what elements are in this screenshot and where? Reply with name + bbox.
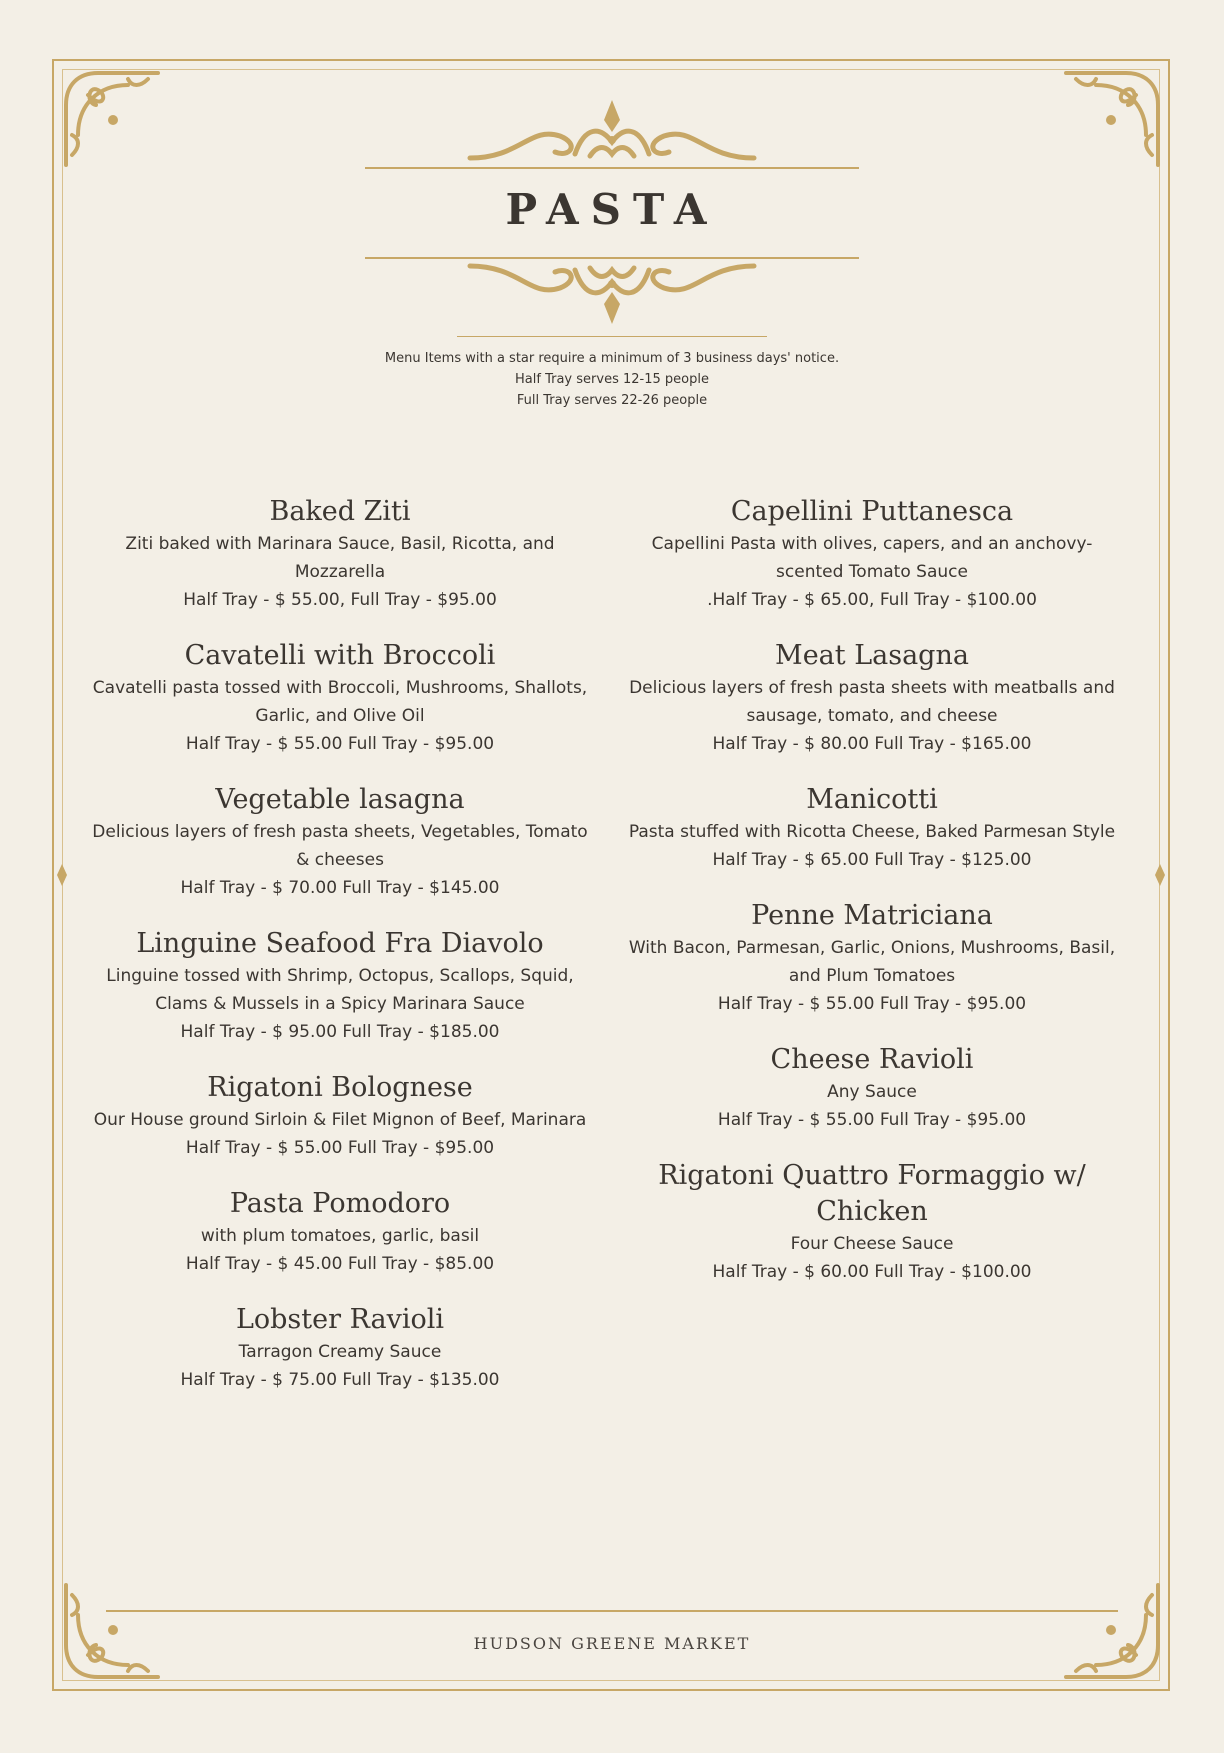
item-name: Capellini Puttanesca	[730, 496, 1014, 527]
menu-notes	[312, 348, 912, 411]
menu-item	[90, 926, 590, 1046]
item-description: Ziti baked with Marinara Sauce, Basil, Ricotta, and Mozzarella	[125, 534, 555, 582]
item-price: Half Tray - $ 75.00 Full Tray - $135.00	[180, 1370, 500, 1390]
item-price: Half Tray - $ 60.00 Full Tray - $100.00	[712, 1262, 1032, 1282]
menu-column-left	[90, 494, 590, 1418]
item-price: Half Tray - $ 55.00 Full Tray - $95.00	[717, 994, 1027, 1014]
item-name: Baked Ziti	[269, 496, 411, 527]
menu-item	[90, 494, 590, 614]
corner-ornament-icon	[58, 65, 168, 175]
side-diamond-icon	[57, 864, 67, 886]
flourish-ornament-icon	[460, 96, 764, 166]
item-name: Vegetable lasagna	[215, 784, 465, 815]
item-description: With Bacon, Parmesan, Garlic, Onions, Mushrooms, Basil, and Plum Tomatoes	[628, 938, 1116, 986]
item-description: Capellini Pasta with olives, capers, and an anchovy-scented Tomato Sauce	[651, 534, 1093, 582]
menu-item	[90, 782, 590, 902]
menu-item	[620, 638, 1124, 758]
flourish-ornament-icon	[460, 258, 764, 328]
item-name: Penne Matriciana	[751, 900, 993, 931]
title-rule-top	[365, 167, 859, 169]
note-line: Half Tray serves 12-15 people	[515, 372, 709, 387]
menu-item	[90, 1186, 590, 1278]
footer-rule	[106, 1610, 1118, 1612]
note-line: Full Tray serves 22-26 people	[516, 393, 708, 408]
item-description: Pasta stuffed with Ricotta Cheese, Baked Parmesan Style	[628, 822, 1116, 842]
menu-item	[620, 782, 1124, 874]
menu-item	[620, 1042, 1124, 1134]
item-description: Delicious layers of fresh pasta sheets with meatballs and sausage, tomato, and cheese	[629, 678, 1115, 726]
item-name: Cavatelli with Broccoli	[184, 640, 496, 671]
item-price: Half Tray - $ 95.00 Full Tray - $185.00	[180, 1022, 500, 1042]
notes-divider	[457, 336, 767, 337]
menu-item	[90, 1302, 590, 1394]
item-price: Half Tray - $ 55.00, Full Tray - $95.00	[183, 590, 497, 610]
menu-item	[620, 1158, 1124, 1286]
item-price: .Half Tray - $ 65.00, Full Tray - $100.00	[707, 590, 1037, 610]
corner-ornament-icon	[1056, 65, 1166, 175]
menu-column-right	[620, 494, 1124, 1310]
note-line: Menu Items with a star require a minimum of 3 business days' notice.	[384, 351, 840, 366]
menu-item	[620, 898, 1124, 1018]
menu-item	[90, 638, 590, 758]
item-name: Cheese Ravioli	[770, 1044, 974, 1075]
item-name: Manicotti	[806, 784, 938, 815]
item-description: Linguine tossed with Shrimp, Octopus, Scallops, Squid, Clams & Mussels in a Spicy Marinara Sauce	[106, 966, 574, 1014]
item-name: Rigatoni Bolognese	[207, 1072, 473, 1103]
item-price: Half Tray - $ 55.00 Full Tray - $95.00	[717, 1110, 1027, 1130]
item-name: Lobster Ravioli	[235, 1304, 445, 1335]
item-price: Half Tray - $ 70.00 Full Tray - $145.00	[180, 878, 500, 898]
corner-ornament-icon	[1056, 1575, 1166, 1685]
item-price: Half Tray - $ 80.00 Full Tray - $165.00	[712, 734, 1032, 754]
menu-item	[90, 1070, 590, 1162]
item-description: Four Cheese Sauce	[790, 1234, 954, 1254]
item-price: Half Tray - $ 55.00 Full Tray - $95.00	[185, 1138, 495, 1158]
page-title: PASTA	[505, 185, 719, 234]
item-price: Half Tray - $ 45.00 Full Tray - $85.00	[185, 1254, 495, 1274]
item-name: Linguine Seafood Fra Diavolo	[136, 928, 544, 959]
item-description: with plum tomatoes, garlic, basil	[200, 1226, 480, 1246]
item-description: Our House ground Sirloin & Filet Mignon of Beef, Marinara	[93, 1110, 587, 1130]
item-description: Delicious layers of fresh pasta sheets, Vegetables, Tomato & cheeses	[92, 822, 588, 870]
item-price: Half Tray - $ 55.00 Full Tray - $95.00	[185, 734, 495, 754]
item-description: Cavatelli pasta tossed with Broccoli, Mushrooms, Shallots, Garlic, and Olive Oil	[92, 678, 588, 726]
item-name: Rigatoni Quattro Formaggio w/ Chicken	[658, 1160, 1086, 1227]
item-price: Half Tray - $ 65.00 Full Tray - $125.00	[712, 850, 1032, 870]
menu-item	[620, 494, 1124, 614]
corner-ornament-icon	[58, 1575, 168, 1685]
item-description: Any Sauce	[827, 1082, 917, 1102]
item-name: Meat Lasagna	[775, 640, 969, 671]
side-diamond-icon	[1155, 864, 1165, 886]
item-name: Pasta Pomodoro	[229, 1188, 451, 1219]
footer-brand: HUDSON GREENE MARKET	[473, 1634, 751, 1653]
item-description: Tarragon Creamy Sauce	[238, 1342, 442, 1362]
